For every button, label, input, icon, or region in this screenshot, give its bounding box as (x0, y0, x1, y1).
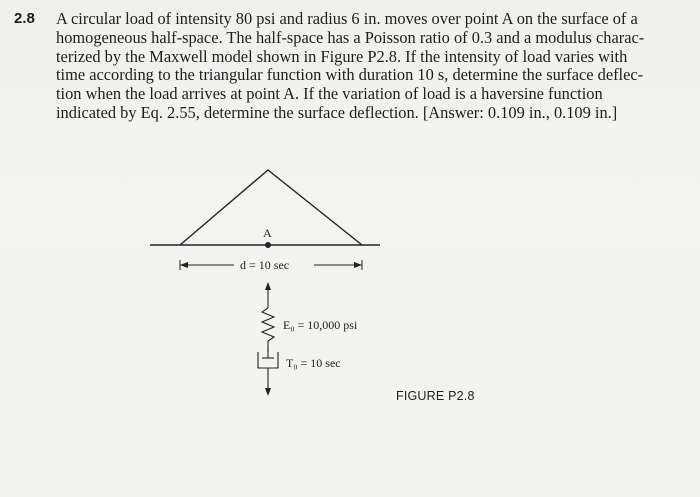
spring-modulus-label: E₀ = 10,000 psi (283, 318, 358, 332)
problem-line-4: time according to the triangular function with duration 10 s, determine the surface deflec- (56, 65, 644, 85)
problem-line-6: indicated by Eq. 2.55, determine the surface deflection. [Answer: 0.109 in., 0.109 in.] (56, 102, 618, 122)
figure-caption: FIGURE P2.8 (396, 389, 475, 403)
problem-line-1: A circular load of intensity 80 psi and radius 6 in. moves over point A on the surface of a (56, 9, 638, 28)
point-a-marker (265, 242, 271, 248)
duration-label: d = 10 sec (240, 258, 290, 272)
point-a-label: A (263, 226, 272, 240)
problem-number: 2.8 (14, 10, 35, 27)
problem-line-3: terized by the Maxwell model shown in Figure P2.8. If the intensity of load varies with (56, 46, 628, 66)
problem-line-2: homogeneous half-space. The half-space has a Poisson ratio of 0.3 and a modulus charac- (56, 27, 645, 47)
dashpot-time-label: T₀ = 10 sec (286, 356, 341, 370)
problem-line-5: tion when the load arrives at point A. If the variation of load is a haversine function (56, 84, 603, 104)
spring-symbol (262, 308, 274, 341)
bottom-arrow-head (265, 388, 271, 396)
top-arrow-head (265, 282, 271, 290)
